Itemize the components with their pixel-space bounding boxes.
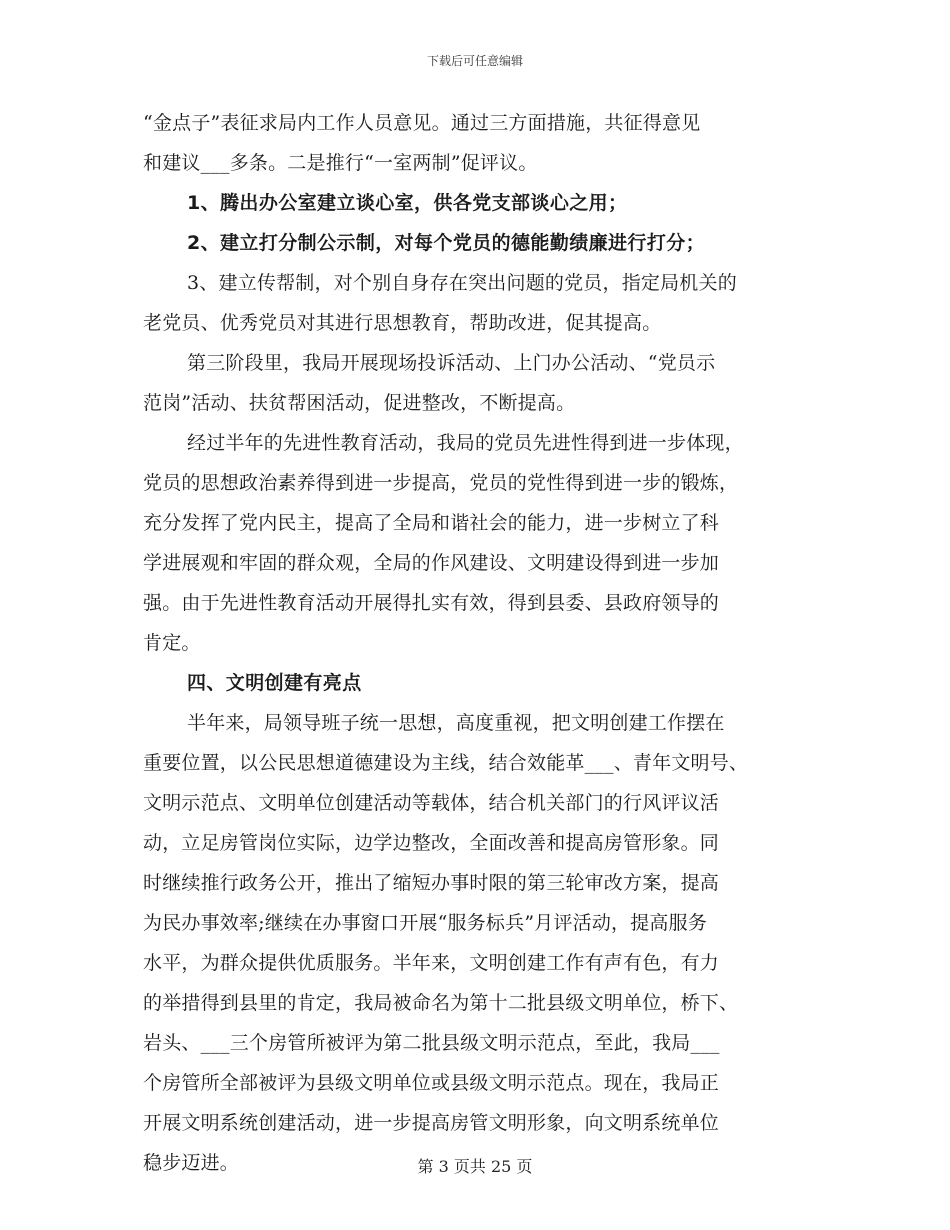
text-line: “金点子”表征求局内工作人员意见。通过三方面措施，共征得意见	[143, 112, 701, 134]
text-line: 开展文明系统创建活动，进一步提高房管文明形象，向文明系统单位	[143, 1112, 720, 1134]
text-line: 充分发挥了党内民主，提高了全局和谐社会的能力，进一步树立了科	[143, 512, 720, 534]
text-line: 动，立足房管岗位实际，边学边整改，全面改善和提高房管形象。同	[143, 832, 720, 854]
section-heading: 四、文明创建有亮点	[187, 672, 362, 694]
list-item-3: 3、建立传帮制，对个别自身存在突出问题的党员，指定局机关的	[187, 272, 737, 294]
page-header: 下载后可任意编辑	[426, 54, 523, 68]
text-line: 和建议___多条。二是推行“一室两制”促评议。	[143, 152, 538, 174]
document-body	[143, 103, 815, 1183]
text-line: 重要位置，以公民思想道德建设为主线，结合效能革___、青年文明号、	[143, 752, 749, 774]
text-line: 岩头、___三个房管所被评为第二批县级文明示范点，至此，我局___	[143, 1032, 720, 1054]
text-line: 水平，为群众提供优质服务。半年来，文明创建工作有声有色，有力	[143, 952, 720, 974]
text-line: 学进展观和牢固的群众观，全局的作风建设、文明建设得到进一步加	[143, 552, 720, 574]
paragraph-start: 第三阶段里，我局开展现场投诉活动、上门办公活动、“党员示	[187, 352, 716, 374]
paragraph-start: 半年来，局领导班子统一思想，高度重视，把文明创建工作摆在	[187, 712, 725, 734]
paragraph-start: 经过半年的先进性教育活动，我局的党员先进性得到进一步体现，	[187, 432, 744, 454]
text-line: 为民办事效率;继续在办事窗口开展“服务标兵”月评活动，提高服务	[143, 912, 708, 934]
text-line: 文明示范点、文明单位创建活动等载体，结合机关部门的行风评议活	[143, 792, 720, 814]
text-line: 范岗”活动、扶贫帮困活动，促进整改，不断提高。	[143, 392, 576, 414]
text-line: 肯定。	[143, 632, 201, 654]
list-item-1: 1、腾出办公室建立谈心室，供各党支部谈心之用；	[187, 192, 628, 214]
text-line: 时继续推行政务公开，推出了缩短办事时限的第三轮审改方案，提高	[143, 872, 720, 894]
text-line: 老党员、优秀党员对其进行思想教育，帮助改进，促其提高。	[143, 312, 662, 334]
text-line: 强。由于先进性教育活动开展得扎实有效，得到县委、县政府领导的	[143, 592, 720, 614]
text-line: 稳步迈进。	[143, 1152, 240, 1174]
text-line: 党员的思想政治素养得到进一步提高，党员的党性得到进一步的锻炼，	[143, 472, 739, 494]
list-item-2: 2、建立打分制公示制，对每个党员的德能勤绩廉进行打分；	[187, 232, 706, 254]
text-line: 个房管所全部被评为县级文明单位或县级文明示范点。现在，我局正	[143, 1072, 720, 1094]
text-line: 的举措得到县里的肯定，我局被命名为第十二批县级文明单位，桥下、	[143, 992, 739, 1014]
page-footer: 第 3 页共 25 页	[417, 1157, 533, 1176]
